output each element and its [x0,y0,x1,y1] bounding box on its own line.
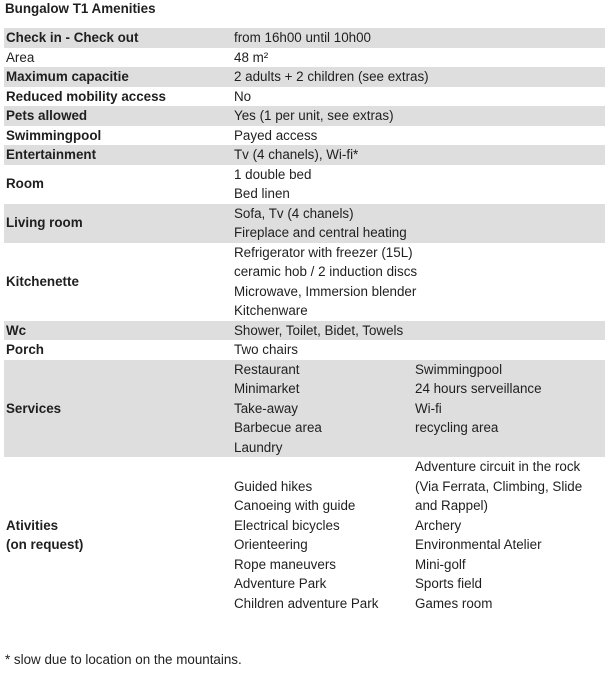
row-value: from 16h00 until 10h00 [232,28,605,48]
activity-item: Archery [415,517,462,533]
table-row [4,28,605,48]
activity-item: and Rappel) [415,498,488,513]
amenities-table [4,28,605,613]
row-value: No [234,88,252,104]
row-label: Reduced mobility access [6,88,167,104]
services-column-2 [413,360,605,458]
row-label: Room [6,176,44,192]
row-value: Payed access [234,127,318,143]
table-row-activities [4,457,605,613]
row-value [232,243,605,321]
row-label: Swimmingpool [6,127,102,143]
row-label [4,457,232,613]
activities-column-1 [232,457,413,613]
service-item: Swimmingpool [415,361,503,377]
row-value [232,204,605,243]
row-value-line: Kitchenware [234,303,308,318]
service-item: 24 hours serveillance [415,381,542,396]
row-value-line: Refrigerator with freezer (15L) [234,244,413,260]
table-row [4,340,605,360]
row-label: Porch [6,342,44,357]
table-row [4,145,605,165]
row-label: Wc [4,321,232,341]
activity-item: Children adventure Park [234,595,379,611]
activity-item: Mini-golf [415,556,466,572]
row-label: Area [6,49,35,65]
service-item: recycling area [415,420,499,435]
row-label: Kitchenette [6,273,79,289]
table-row [4,321,605,341]
service-item: Barbecue area [234,420,322,435]
row-value-line: Fireplace and central heating [234,225,407,240]
service-item: Take-away [234,400,299,416]
activity-item: Rope maneuvers [234,556,336,572]
activity-item: Sports field [415,576,482,591]
row-value: 48 m² [234,49,269,65]
page-title: Bungalow T1 Amenities [5,1,156,16]
row-value-line: Microwave, Immersion blender [234,283,417,299]
activity-item: Orienteering [234,537,308,552]
row-value-line: 1 double bed [234,166,312,182]
table-row [4,126,605,146]
activity-item: Canoeing with guide [234,498,356,513]
footnote: * slow due to location on the mountains. [5,652,242,667]
table-row [4,67,605,87]
activities-label: Ativities [6,517,59,533]
row-value [232,165,605,204]
service-item: Restaurant [234,361,300,377]
row-label: Check in - Check out [4,28,232,48]
activity-item: Electrical bicycles [234,517,340,533]
service-item: Wi-fi [415,400,442,416]
row-value-line: ceramic hob / 2 induction discs [234,264,418,279]
services-column-1 [232,360,413,458]
table-row [4,106,605,126]
row-value: Two chairs [234,342,298,357]
row-value-line: Sofa, Tv (4 chanels) [234,205,354,221]
activities-column-2 [413,457,605,613]
activity-item: Games room [415,595,493,611]
row-label: Living room [4,204,232,243]
table-row-services [4,360,605,458]
activity-item: Environmental Atelier [415,537,542,552]
service-item: Laundry [234,439,283,455]
row-value: Yes (1 per unit, see extras) [232,106,605,126]
activity-item: Adventure Park [234,576,327,591]
row-value: Tv (4 chanels), Wi-fi* [232,145,605,165]
activity-item: Adventure circuit in the rock [415,459,581,474]
activity-item: (Via Ferrata, Climbing, Slide [415,478,583,494]
table-row [4,165,605,204]
row-label: Maximum capacitie [4,67,232,87]
table-row [4,204,605,243]
row-value: Shower, Toilet, Bidet, Towels [232,321,605,341]
row-label: Services [4,360,232,458]
table-row [4,243,605,321]
row-label: Entertainment [4,145,232,165]
row-label: Pets allowed [4,106,232,126]
service-item: Minimarket [234,381,300,396]
row-value-line: Bed linen [234,186,290,201]
activities-sublabel: (on request) [6,537,84,552]
activity-item: Guided hikes [234,478,313,494]
table-row [4,87,605,107]
table-row [4,48,605,68]
row-value: 2 adults + 2 children (see extras) [232,67,605,87]
